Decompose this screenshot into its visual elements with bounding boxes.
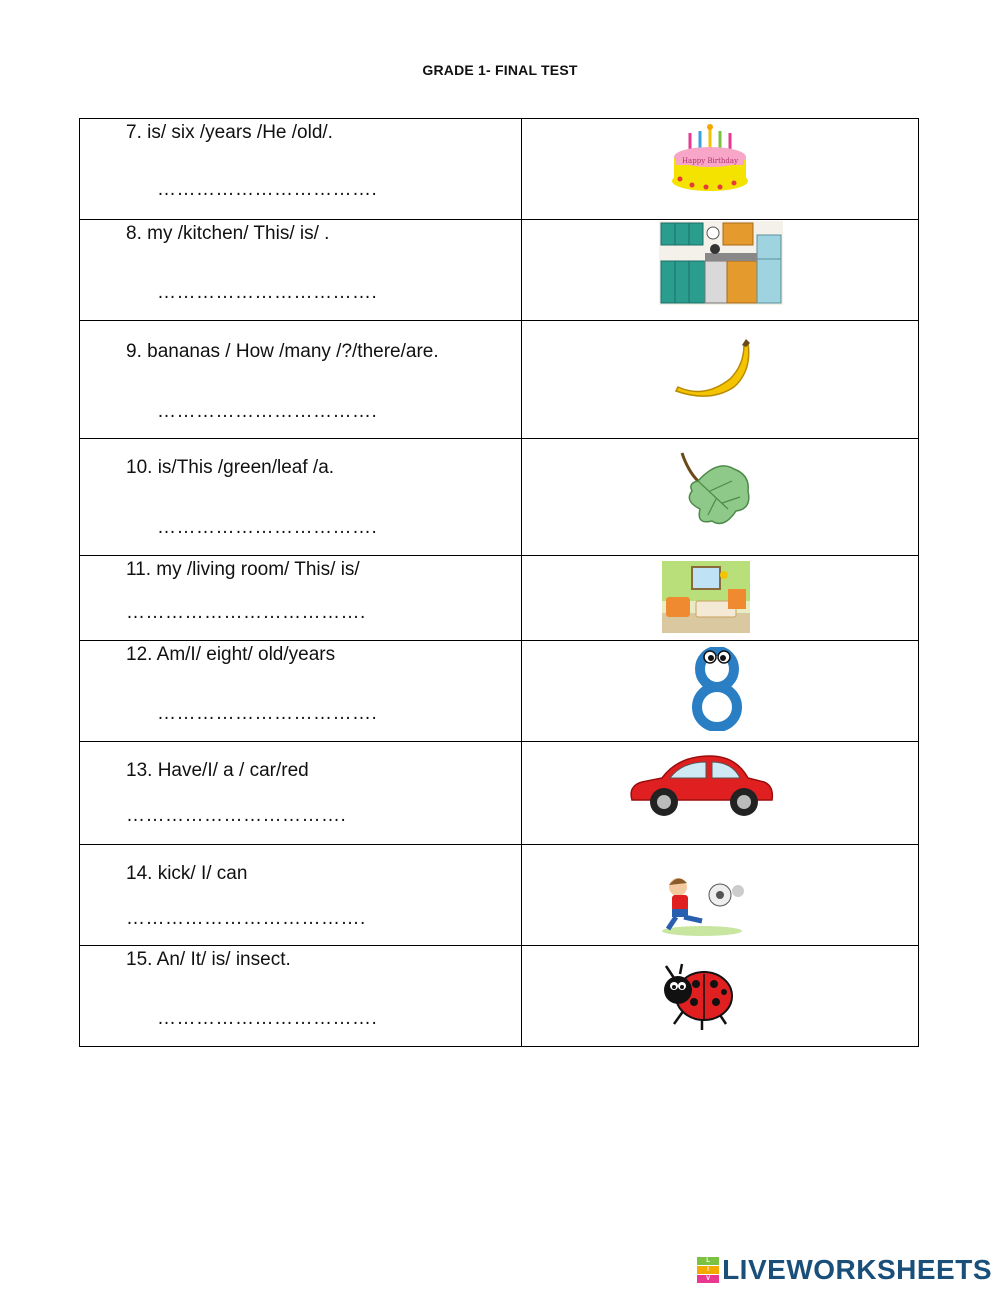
living-room-icon [662,561,750,633]
table-row [80,742,919,845]
logo-icon [697,1257,719,1283]
table-row [80,321,919,439]
question-cell [80,742,522,845]
question-text: 15. An/ It/ is/ insect. [126,949,291,970]
picture-cell [522,119,919,220]
answer-line[interactable]: ……………………………. [157,1008,378,1029]
question-cell [80,845,522,946]
question-text: 7. is/ six /years /He /old/. [126,122,333,143]
liveworksheets-logo[interactable] [697,1253,992,1287]
logo-letter: V [697,1275,719,1283]
picture-cell [522,641,919,742]
answer-line[interactable]: ……………………………. [157,703,378,724]
exercise-table [79,118,919,1047]
table-row [80,439,919,556]
table-row [80,641,919,742]
table-row [80,119,919,220]
picture-cell [522,439,919,556]
answer-line[interactable]: ………………………………. [126,602,366,623]
page-title: GRADE 1- FINAL TEST [422,62,578,78]
table-row [80,845,919,946]
answer-line[interactable]: ……………………………. [157,179,378,200]
picture-cell [522,946,919,1047]
cake-lettering: Happy Birthday [681,157,739,165]
answer-line[interactable]: ……………………………. [126,805,347,826]
logo-text: LIVEWORKSHEETS [722,1254,992,1285]
question-cell [80,321,522,439]
logo-letter: L [697,1257,719,1265]
birthday-cake-icon [670,123,750,195]
question-text: 14. kick/ I/ can [126,863,248,884]
number-eight-icon [692,647,742,731]
boy-kicking-ball-icon [658,873,750,937]
banana-icon [674,337,750,399]
picture-cell [522,321,919,439]
table-row [80,220,919,321]
question-cell [80,641,522,742]
question-text: 8. my /kitchen/ This/ is/ . [126,223,330,244]
question-cell [80,946,522,1047]
picture-cell [522,556,919,641]
question-cell [80,119,522,220]
question-cell [80,439,522,556]
answer-line[interactable]: ……………………………. [157,282,378,303]
question-cell [80,220,522,321]
red-car-icon [626,750,776,820]
picture-cell [522,742,919,845]
question-text: 11. my /living room/ This/ is/ [126,559,360,580]
logo-letter: I [697,1266,719,1274]
table-row [80,946,919,1047]
question-cell [80,556,522,641]
picture-cell [522,220,919,321]
ladybug-icon [658,962,736,1032]
answer-line[interactable]: ………………………………. [126,908,366,929]
question-text: 13. Have/I/ a / car/red [126,760,309,781]
question-text: 9. bananas / How /many /?/there/are. [126,341,439,362]
question-text: 10. is/This /green/leaf /a. [126,457,335,478]
table-row [80,556,919,641]
kitchen-icon [659,221,783,305]
answer-line[interactable]: ……………………………. [157,401,378,422]
leaf-icon [678,451,752,531]
picture-cell [522,845,919,946]
question-text: 12. Am/I/ eight/ old/years [126,644,336,665]
answer-line[interactable]: ……………………………. [157,517,378,538]
